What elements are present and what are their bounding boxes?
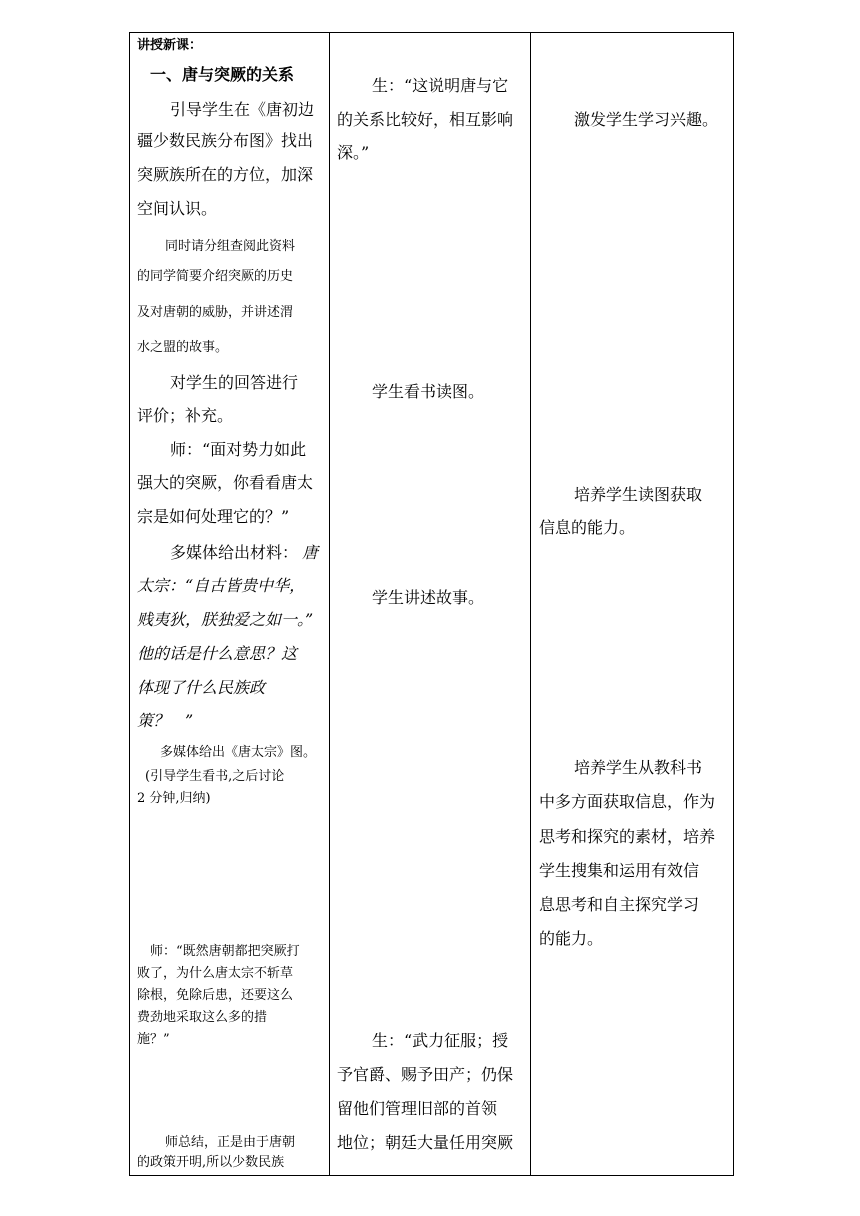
text-line: 评价；补充。 [137, 406, 234, 425]
student-text-line: 地位；朝廷大量任用突厥 [337, 1133, 514, 1152]
text-line: 费劲地采取这么多的措 [137, 1010, 268, 1025]
text-line-italic: 体现了什么民族政 [137, 678, 266, 697]
student-text-line: 深。” [337, 143, 370, 162]
text-line: (引导学生看书,之后讨论 [145, 769, 285, 784]
text-line: 师：“既然唐朝都把突厥打 [150, 944, 300, 959]
text-line: 的同学简要介绍突厥的历史 [137, 269, 294, 284]
intent-text-line: 培养学生读图获取 [574, 485, 703, 504]
text-line: 水之盟的故事。 [137, 340, 229, 355]
student-text-line: 生：“武力征服；授 [372, 1031, 509, 1050]
topic-title: 一、唐与突厥的关系 [150, 65, 295, 84]
student-text-line: 的关系比较好，相互影响 [337, 110, 514, 129]
text-line: 败了，为什么唐太宗不斩草 [137, 966, 294, 981]
student-text-line: 学生看书读图。 [372, 382, 485, 401]
section-heading: 讲授新课： [137, 38, 203, 53]
text-line: 及对唐朝的威胁，并讲述渭 [137, 305, 294, 320]
text-line-italic: 他的话是什么意思？这 [137, 644, 298, 663]
text-line-italic: 唐 [302, 543, 319, 562]
intent-text-line: 信息的能力。 [539, 518, 636, 537]
text-line: 宗是如何处理它的？” [137, 507, 290, 526]
text-line-italic: 太宗：“自古皆贵中华， [137, 576, 306, 595]
text-line: 的政策开明,所以少数民族 [137, 1155, 285, 1170]
text-line: 同时请分组查阅此资料 [165, 239, 296, 254]
text-line: 突厥族所在的方位，加深 [137, 165, 314, 184]
text-line: 疆少数民族分布图》找出 [137, 131, 314, 150]
text-line: 引导学生在《唐初边 [170, 100, 315, 119]
text-line: 多媒体给出《唐太宗》图。 [160, 745, 317, 760]
intent-text-line: 培养学生从教科书 [574, 758, 703, 777]
text-line: 空间认识。 [137, 199, 218, 218]
intent-text-line: 学生搜集和运用有效信 [539, 861, 700, 880]
intent-text-line: 息思考和自主探究学习 [539, 895, 700, 914]
text-line: 多媒体给出材料： [170, 543, 299, 562]
text-line: 2 分钟,归纳) [137, 791, 211, 806]
intent-text-line: 激发学生学习兴趣。 [574, 110, 719, 129]
text-line: 对学生的回答进行 [170, 373, 299, 392]
text-line: 除根，免除后患，还要这么 [137, 988, 294, 1003]
column-divider-2 [530, 33, 531, 1175]
text-line: 师总结，正是由于唐朝 [165, 1135, 296, 1150]
intent-text-line: 思考和探究的素材，培养 [539, 827, 716, 846]
student-text-line: 予官爵、赐予田产；仍保 [337, 1065, 514, 1084]
column-divider-1 [329, 33, 330, 1175]
text-line-italic: 策？ ” [137, 711, 194, 730]
text-line-italic: 贱夷狄，朕独爱之如一。” [137, 610, 314, 629]
text-line: 强大的突厥，你看看唐太 [137, 473, 314, 492]
text-line: 师：“面对势力如此 [170, 440, 307, 459]
student-text-line: 留他们管理旧部的首领 [337, 1099, 498, 1118]
student-text-line: 学生讲述故事。 [372, 588, 485, 607]
intent-text-line: 的能力。 [539, 929, 604, 948]
intent-text-line: 中多方面获取信息，作为 [539, 792, 716, 811]
student-text-line: 生：“这说明唐与它 [372, 76, 509, 95]
text-line: 施？” [137, 1032, 170, 1047]
